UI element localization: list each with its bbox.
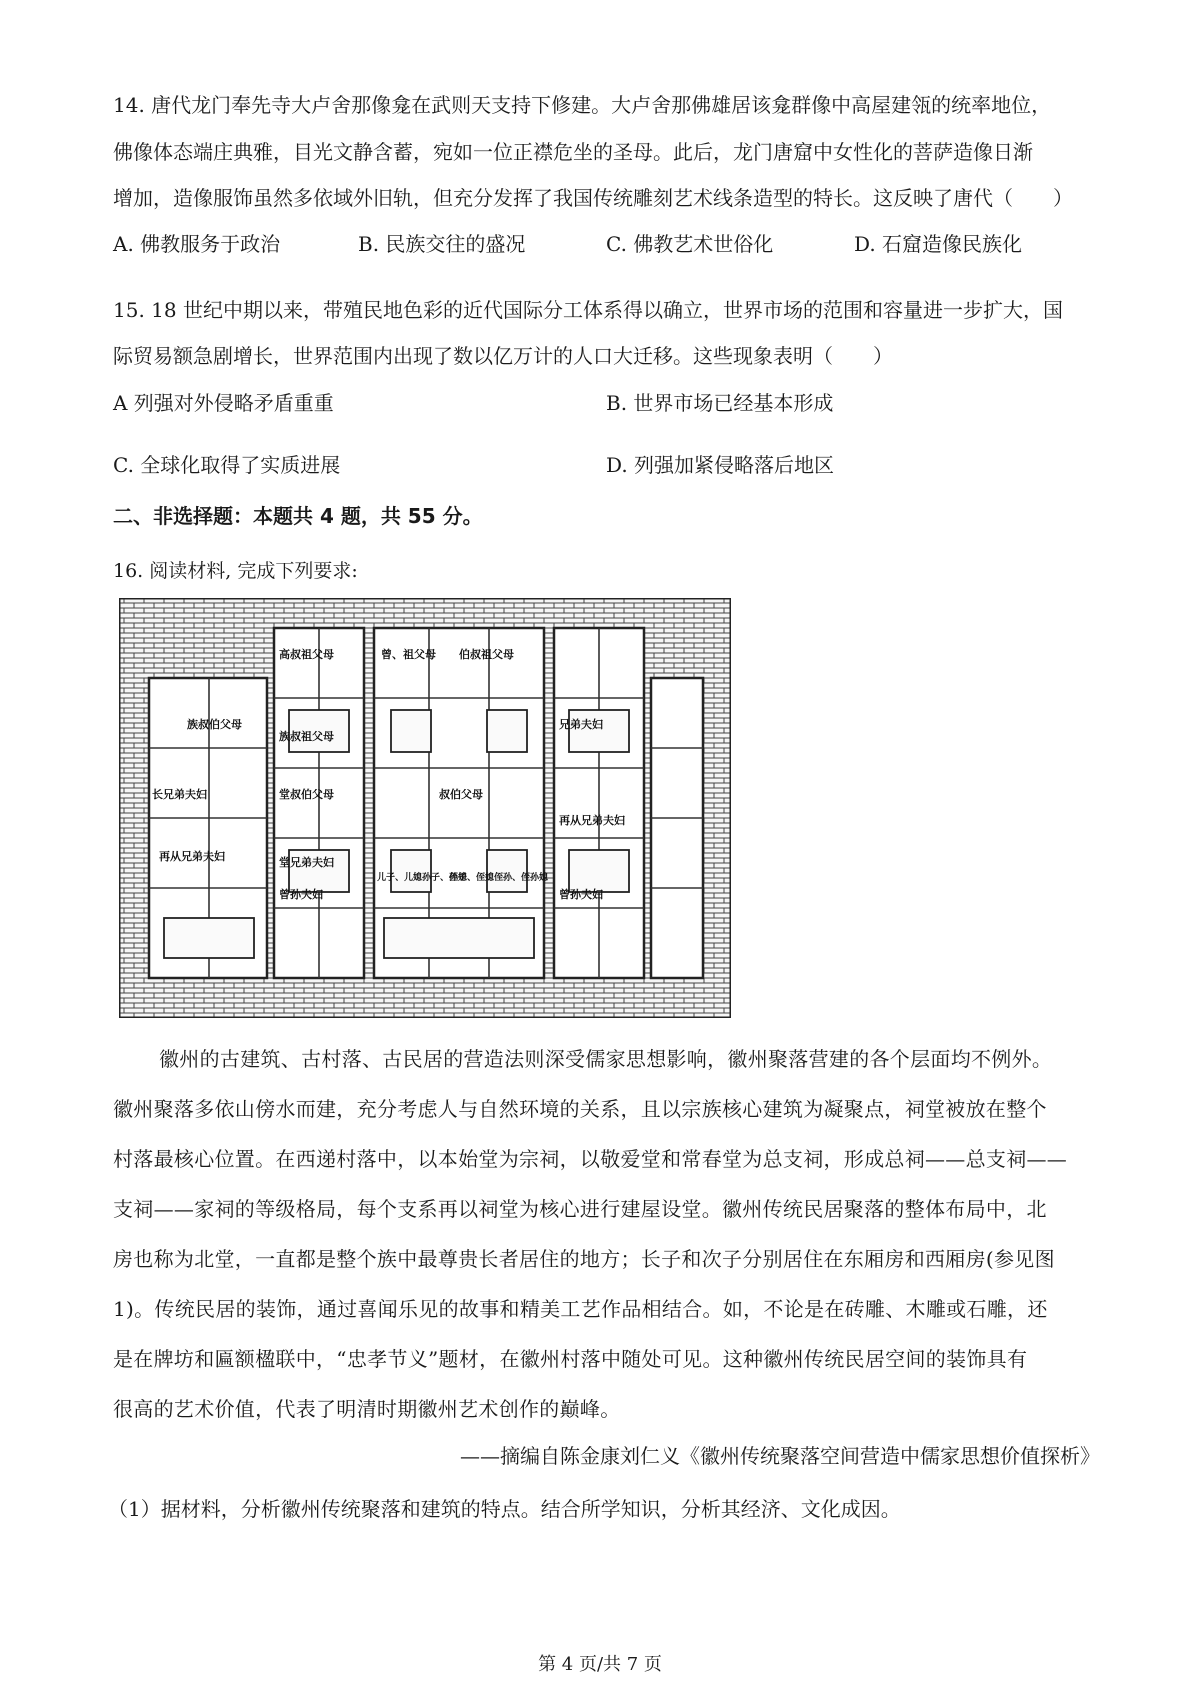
material-line-8: 很高的艺术价值，代表了明清时期徽州艺术创作的巅峰。 <box>113 1397 621 1421</box>
label-zushuzu: 族叔祖父母 <box>279 730 334 743</box>
q15-option-b[interactable]: B. 世界市场已经基本形成 <box>606 391 834 415</box>
q16-material <box>113 1034 1099 1434</box>
q15-option-a[interactable]: A 列强对外侵略矛盾重重 <box>113 391 334 415</box>
q14-stem-line-3: 增加，造像服饰虽然多依域外旧轨，但充分发挥了我国传统雕刻艺术线条造型的特长。这反映了唐代（ ） <box>113 186 1073 210</box>
page-number-footer: 第 4 页/共 7 页 <box>538 1654 662 1675</box>
q16-subquestion-1: （1）据材料，分析徽州传统聚落和建筑的特点。结合所学知识，分析其经济、文化成因。 <box>108 1497 901 1521</box>
label-zaicong-1: 再从兄弟夫妇 <box>159 850 225 863</box>
material-line-5: 房也称为北堂，一直都是整个族中最尊贵长者居住的地方；长子和次子分别居住在东厢房和西厢房(参见图 <box>113 1247 1055 1271</box>
label-zengsun-2: 曾孙夫妇 <box>559 888 603 901</box>
q14-stem-line-1: 14. 唐代龙门奉先寺大卢舍那像龛在武则天支持下修建。大卢舍那佛雄居该龛群像中高屋建瓴的统率地位， <box>113 93 1052 117</box>
label-zhizi: 侄子、侄媳侄孙、侄孙媳 <box>449 873 549 883</box>
material-source: ——摘编自陈金康刘仁义《徽州传统聚落空间营造中儒家思想价值探析》 <box>460 1444 1100 1468</box>
q15-stem-line-2: 际贸易额急剧增长，世界范围内出现了数以亿万计的人口大迁移。这些现象表明（ ） <box>113 344 893 368</box>
material-line-2: 徽州聚落多依山傍水而建，充分考虑人与自然环境的关系，且以宗族核心建筑为凝聚点，祠堂被放在整个 <box>113 1097 1047 1121</box>
label-shubo: 叔伯父母 <box>439 788 483 801</box>
q16-stem: 16. 阅读材料, 完成下列要求: <box>113 560 358 582</box>
label-zaicong-2: 再从兄弟夫妇 <box>559 814 625 827</box>
label-zushubo: 族叔伯父母 <box>187 718 242 731</box>
q15-option-d[interactable]: D. 列强加紧侵略落后地区 <box>606 453 835 477</box>
label-xiongdi: 兄弟夫妇 <box>559 718 603 731</box>
q15-stem-line-1: 15. 18 世纪中期以来，带殖民地色彩的近代国际分工体系得以确立，世界市场的范围和容量进一步扩大，国 <box>113 298 1063 322</box>
label-tangxiongdi: 堂兄弟夫妇 <box>279 856 334 869</box>
material-line-4: 支祠——家祠的等级格局，每个支系再以祠堂为核心进行建屋设堂。徽州传统民居聚落的整体布局中，北 <box>113 1197 1047 1221</box>
q14-option-d[interactable]: D. 石窟造像民族化 <box>854 232 1023 256</box>
q14-option-b[interactable]: B. 民族交往的盛况 <box>358 232 526 256</box>
q14-option-c[interactable]: C. 佛教艺术世俗化 <box>606 232 774 256</box>
label-boshuzu: 伯叔祖父母 <box>459 648 514 661</box>
label-erzi: 儿子、儿媳孙子、孙媳 <box>377 873 468 883</box>
label-tangshubo: 堂叔伯父母 <box>279 788 334 801</box>
label-zengsun-1: 曾孙夫妇 <box>279 888 323 901</box>
label-gaoshuzu: 高叔祖父母 <box>279 648 334 661</box>
floor-plan-svg <box>119 598 731 1018</box>
material-line-3: 村落最核心位置。在西递村落中，以本始堂为宗祠，以敬爱堂和常春堂为总支祠，形成总祠——总支祠—— <box>113 1147 1068 1171</box>
q14-stem-line-2: 佛像体态端庄典雅，目光文静含蓄，宛如一位正襟危坐的圣母。此后，龙门唐窟中女性化的菩萨造像日渐 <box>113 140 1033 164</box>
q15-option-c[interactable]: C. 全球化取得了实质进展 <box>113 453 341 477</box>
material-line-1: 徽州的古建筑、古村落、古民居的营造法则深受儒家思想影响，徽州聚落营建的各个层面均不例外。 <box>159 1047 1053 1071</box>
material-line-6: 1)。传统民居的装饰，通过喜闻乐见的故事和精美工艺作品相结合。如，不论是在砖雕、木雕或石雕，还 <box>113 1297 1048 1321</box>
label-zhangxiongdi: 长兄弟夫妇 <box>152 788 207 801</box>
q14-option-a[interactable]: A. 佛教服务于政治 <box>113 232 281 256</box>
material-line-7: 是在牌坊和匾额楹联中，“忠孝节义”题材，在徽州村落中随处可见。这种徽州传统民居空间的装饰具有 <box>113 1347 1028 1371</box>
section-heading: 二、非选择题：本题共 4 题，共 55 分。 <box>113 504 483 528</box>
label-zengzu: 曾、祖父母 <box>381 648 436 661</box>
residence-floor-plan-figure <box>119 598 731 1018</box>
